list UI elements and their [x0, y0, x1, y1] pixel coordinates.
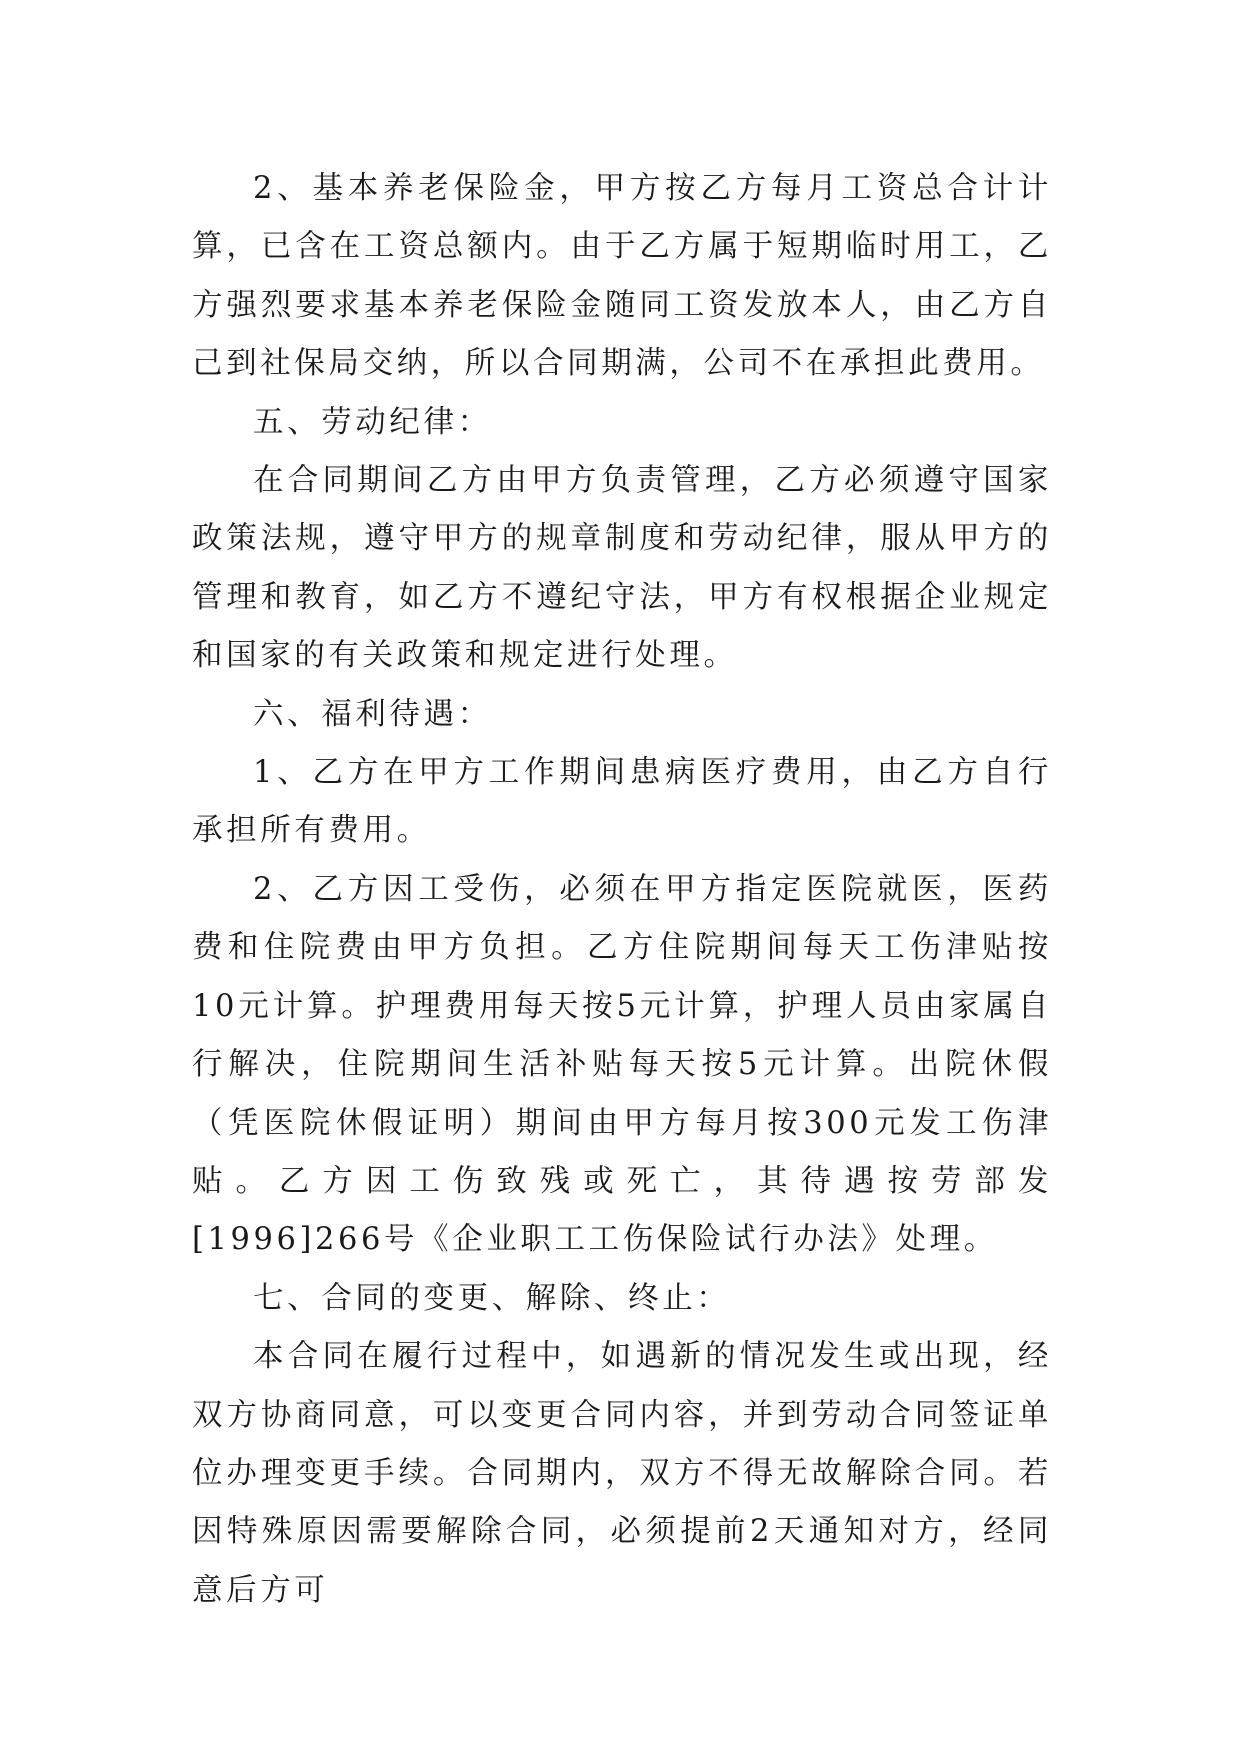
paragraph-work-injury: 2、乙方因工受伤，必须在甲方指定医院就医，医药费和住院费由甲方负担。乙方住院期间每天工伤津贴按10元计算。护理费用每天按5元计算，护理人员由家属自行解决，住院期间生活补贴每天按5元计算。出院休假（凭医院休假证明）期间由甲方每月按300元发工伤津贴。乙方因工伤致残或死亡，其待遇按劳部发[1996]266号《企业职工工伤保险试行办法》处理。	[192, 871, 1052, 1258]
heading-contract-change: 七、合同的变更、解除、终止：	[253, 1280, 731, 1316]
heading-welfare: 六、福利待遇：	[253, 696, 492, 732]
paragraph-medical-expenses: 1、乙方在甲方工作期间患病医疗费用，由乙方自行承担所有费用。	[192, 755, 1052, 849]
heading-labor-discipline: 五、劳动纪律：	[253, 404, 492, 440]
document-body	[192, 160, 1052, 1620]
paragraph-labor-discipline: 在合同期间乙方由甲方负责管理，乙方必须遵守国家政策法规，遵守甲方的规章制度和劳动纪律，服从甲方的管理和教育，如乙方不遵纪守法，甲方有权根据企业规定和国家的有关政策和规定进行处理。	[192, 463, 1052, 674]
paragraph-contract-change: 本合同在履行过程中，如遇新的情况发生或出现，经双方协商同意，可以变更合同内容，并到劳动合同签证单位办理变更手续。合同期内，双方不得无故解除合同。若因特殊原因需要解除合同，必须提前2天通知对方，经同意后方可	[192, 1339, 1052, 1608]
paragraph-pension: 2、基本养老保险金，甲方按乙方每月工资总合计计算，已含在工资总额内。由于乙方属于短期临时用工，乙方强烈要求基本养老保险金随同工资发放本人，由乙方自己到社保局交纳，所以合同期满，公司不在承担此费用。	[192, 171, 1052, 382]
